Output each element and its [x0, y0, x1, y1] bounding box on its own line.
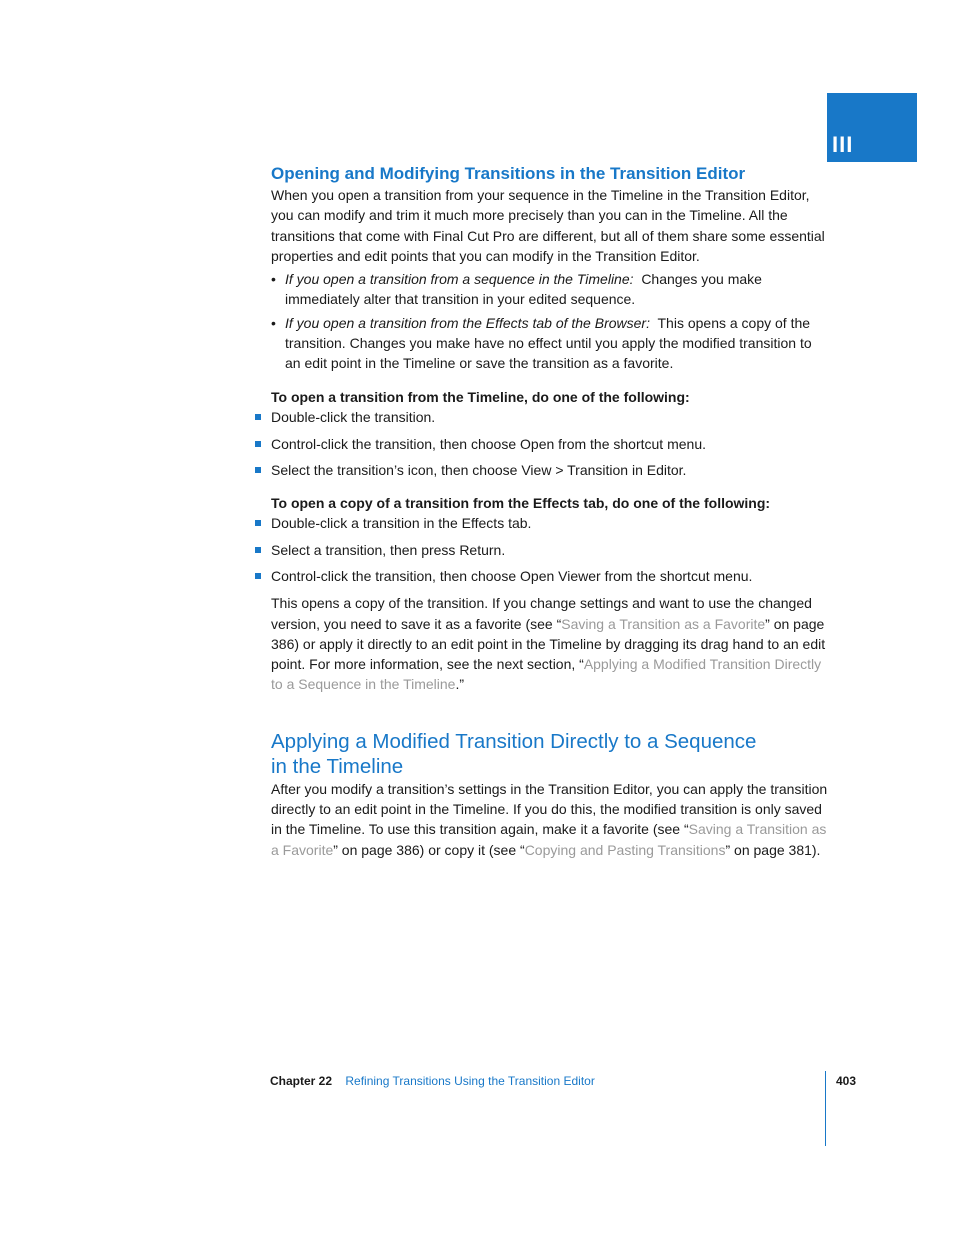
square-bullet-icon — [255, 467, 261, 473]
text-run: ” on page 386) or copy it (see “ — [333, 841, 525, 858]
step-text: Control-click the transition, then choose Open from the shortcut menu. — [271, 435, 706, 452]
page-content — [271, 160, 831, 860]
text-run: This opens a copy of the transition. If you change settings and want to use the changed version, you need to save it as a favorite (see “ — [271, 595, 812, 632]
list-item — [271, 513, 831, 533]
task-title-timeline: To open a transition from the Timeline, do one of the following: — [271, 388, 690, 405]
square-bullet-icon — [255, 520, 261, 526]
step-text: Control-click the transition, then choose Open Viewer from the shortcut menu. — [271, 568, 753, 585]
step-text: Double-click a transition in the Effects tab. — [271, 515, 532, 532]
part-tab — [827, 93, 917, 162]
list-item — [271, 407, 831, 427]
list-item — [271, 460, 831, 480]
context-bullet — [271, 269, 831, 310]
after-steps-paragraph — [271, 593, 831, 694]
heading-line: Applying a Modified Transition Directly to a Sequence — [271, 729, 757, 753]
link-copying-pasting[interactable]: Copying and Pasting Transitions — [524, 841, 726, 858]
bullet-lead: If you open a transition from a sequence in the Timeline: — [285, 271, 634, 288]
list-item — [271, 434, 831, 454]
list-item — [271, 566, 831, 586]
context-bullet-list — [271, 269, 831, 373]
page-footer — [270, 1073, 595, 1089]
task-steps-timeline — [271, 407, 831, 480]
heading-line: in the Timeline — [271, 754, 404, 778]
applying-paragraph — [271, 779, 831, 860]
text-run: ” on page 381). — [725, 841, 821, 858]
list-item — [271, 540, 831, 560]
footer-divider — [825, 1071, 826, 1146]
step-text: Double-click the transition. — [271, 408, 436, 425]
intro-paragraph: When you open a transition from your sequence in the Timeline in the Transition Editor, you can modify and trim it much more precisely than you can in the Timeline. All the transitions that come with Final Cut Pro are different, but all of them share some essential properties and edit points that you can modify in the Transition Editor. — [271, 187, 825, 264]
task-steps-effects — [271, 513, 831, 586]
section-heading-opening: Opening and Modifying Transitions in the Transition Editor — [271, 164, 746, 183]
step-text: Select the transition’s icon, then choose View > Transition in Editor. — [271, 462, 687, 479]
page-number: 403 — [836, 1074, 857, 1088]
part-tab-label: III — [832, 132, 854, 157]
square-bullet-icon — [255, 547, 261, 553]
bullet-marker: • — [271, 271, 276, 288]
text-run: .” — [455, 676, 465, 693]
task-title-effects: To open a copy of a transition from the Effects tab, do one of the following: — [271, 494, 771, 511]
footer-chapter-title[interactable]: Refining Transitions Using the Transition Editor — [345, 1074, 595, 1088]
bullet-text: Changes you make immediately alter that transition in your edited sequence. — [285, 271, 762, 308]
section-heading-applying — [271, 729, 831, 779]
text-run: ” on page 386) or apply it directly to an edit point in the Timeline by dragging its drag hand to an edit point. For more information, see the next section, “ — [271, 615, 826, 673]
link-applying-modified[interactable]: Applying a Modified Transition Directly to a Sequence in the Timeline — [271, 656, 822, 693]
footer-chapter: Chapter 22 — [270, 1074, 333, 1088]
bullet-text: This opens a copy of the transition. Changes you make have no effect until you apply the modified transition to an edit point in the Timeline or save the transition as a favorite. — [285, 314, 812, 372]
link-saving-favorite[interactable]: Saving a Transition as a Favorite — [271, 821, 827, 858]
bullet-lead: If you open a transition from the Effects tab of the Browser: — [285, 314, 650, 331]
square-bullet-icon — [255, 414, 261, 420]
context-bullet — [271, 313, 831, 374]
text-run: After you modify a transition’s settings in the Transition Editor, you can apply the transition directly to an edit point in the Timeline. If you do this, the modified transition is only saved in the Timeline. To use this transition again, make it a favorite (see “ — [271, 780, 828, 838]
bullet-marker: • — [271, 314, 276, 331]
step-text: Select a transition, then press Return. — [271, 541, 506, 558]
square-bullet-icon — [255, 441, 261, 447]
square-bullet-icon — [255, 573, 261, 579]
link-saving-favorite[interactable]: Saving a Transition as a Favorite — [561, 615, 766, 632]
